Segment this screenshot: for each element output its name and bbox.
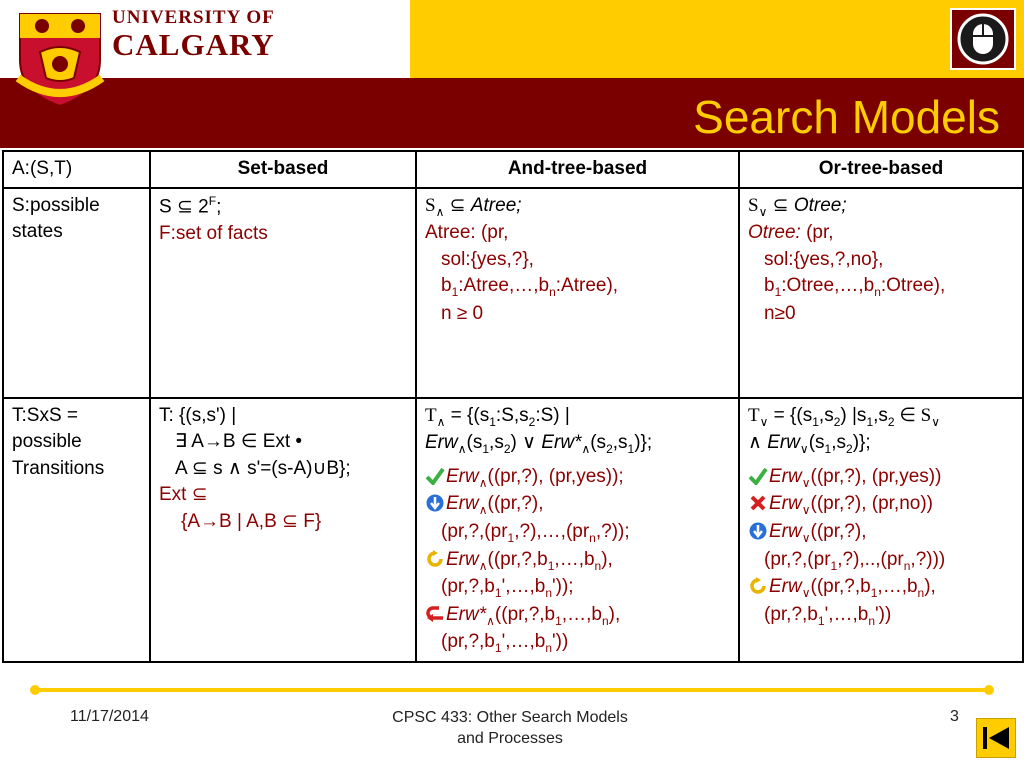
back-arrow-icon — [425, 605, 445, 623]
footer-date: 11/17/2014 — [70, 708, 149, 725]
university-logotype — [112, 8, 275, 60]
mouse-icon — [950, 8, 1016, 70]
cell-set-states: S ⊆ $2^F$; F:set of facts — [150, 188, 416, 398]
cell-and-states: $S_\wedge$ ⊆ Atree; Atree: (pr, sol:{yes,?}, $b_1:Atree,\dots,b_n:Atree$), n ≥ 0 — [416, 188, 739, 398]
cell-or-states: $S_\vee$ ⊆ Otree; Otree: (pr, sol:{yes,?,no}, $b_1:Otree,\dots,b_n:Otree$), n≥0 — [739, 188, 1023, 398]
table-row-transitions — [3, 398, 1023, 662]
footer-divider-end-right — [984, 685, 994, 695]
row-label-states: S:possible states — [3, 188, 150, 398]
page-title: Search Models — [693, 91, 1000, 143]
cell-set-transitions: T: {(s,s') | ∃ A→B ∈ Ext • A ⊆ s ∧ s'=(s-A)∪B}; Ext ⊆ {A→B | A,B ⊆ F} — [150, 398, 416, 662]
page-number: 3 — [950, 708, 959, 725]
university-line2: CALGARY — [112, 27, 275, 62]
crest-icon — [12, 8, 108, 108]
footer-divider — [34, 688, 990, 692]
header-cell-and-tree: And-tree-based — [416, 151, 739, 188]
down-arrow-icon — [425, 494, 445, 512]
table-row-states — [3, 188, 1023, 398]
check-icon — [425, 467, 445, 485]
skip-to-end-icon[interactable] — [976, 718, 1016, 758]
header-cell-or-tree: Or-tree-based — [739, 151, 1023, 188]
footer-course-title: CPSC 433: Other Search Models and Processes — [392, 709, 628, 747]
university-line1: UNIVERSITY OF — [112, 7, 275, 28]
refresh-icon — [425, 550, 445, 568]
header-cell-set-based: Set-based — [150, 151, 416, 188]
down-arrow-icon — [748, 522, 768, 540]
check-icon — [748, 467, 768, 485]
set-facts-text: F:set of facts — [159, 222, 268, 244]
header-cell-model: A:(S,T) — [3, 151, 150, 188]
footer-divider-end-left — [30, 685, 40, 695]
cross-icon — [748, 494, 768, 512]
search-models-table — [2, 150, 1024, 663]
row-label-transitions: T:SxS = possible Transitions — [3, 398, 150, 662]
cell-or-transitions: $T_\vee = \{(s_1,s_2)$ $|s_1,s_2$ ∈ $S_\vee$ ∧ $Erw_\vee(s_1,s_2)$}; Erw$_\vee$((pr,?), (pr,yes)) Erw$_\vee$((pr,?), (pr,no)) Erw$_\vee$((pr,?), $(pr,?,(pr_1,?),..,(pr_n,?))$) $Erw_\vee((pr,?,b_1,\dots,b_n)$, $(pr,?,b_1',\dots,b_n')$) — [739, 398, 1023, 662]
table-header-row — [3, 151, 1023, 188]
cell-and-transitions: $T_\wedge$ = {$(s_1:S,s_2:S)$ | $Erw_\wedge(s_1,s_2)$ ∨ $Erw*_\wedge(s_2,s_1)$}; Erw$_\wedge$((pr,?), (pr,yes)); Erw$_\wedge$((pr,?), $(pr,?,(pr_1,?),\dots,(pr_n,?))$; $Erw_\wedge((pr,?,b_1,\dots,b_n)$, $(pr,?,b_1',\dots,b_n')$); $Erw*_\wedge((pr,?,b_1,\dots,b_n)$, $(pr,?,b_1',\dots,b_n')$) — [416, 398, 739, 662]
refresh-icon — [748, 577, 768, 595]
